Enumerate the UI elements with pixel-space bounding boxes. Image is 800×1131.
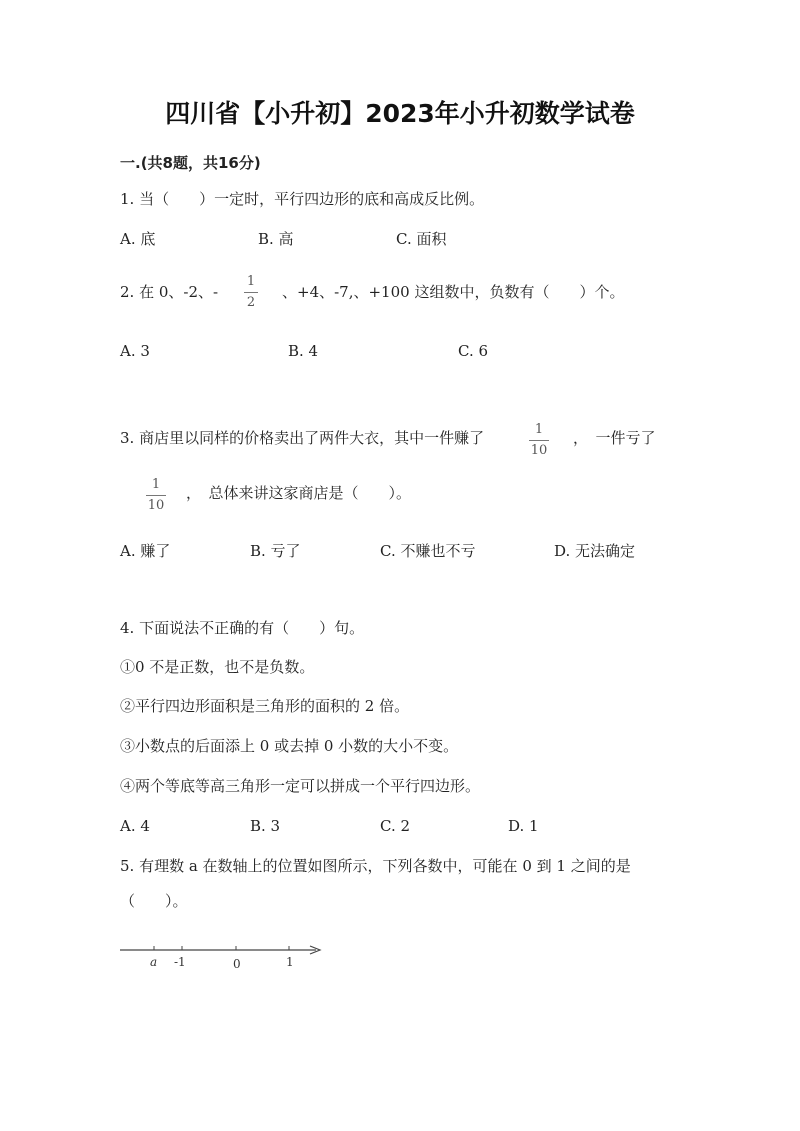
number-line-label-1: 1 [286, 955, 294, 969]
fraction-numerator: 1 [534, 422, 544, 437]
number-line-label-a: a [150, 955, 158, 969]
question-4-statement-1: ①0 不是正数，也不是负数。 [120, 658, 315, 676]
fraction-numerator: 1 [246, 274, 256, 289]
question-4-option-b: B. 3 [250, 817, 281, 835]
question-4-option-d: D. 1 [508, 817, 539, 835]
question-3-fraction-1 [529, 423, 549, 458]
question-2-option-c: C. 6 [458, 342, 489, 360]
question-3-option-a: A. 赚了 [120, 542, 171, 560]
question-3-option-b: B. 亏了 [250, 542, 301, 560]
section-heading: 一.(共8题，共16分) [120, 154, 261, 172]
fraction-denominator: 2 [246, 295, 256, 310]
number-line-label-0: 0 [233, 957, 241, 971]
question-4-option-a: A. 4 [120, 817, 150, 835]
question-2-fraction [244, 275, 258, 310]
question-4-statement-4: ④两个等底等高三角形一定可以拼成一个平行四边形。 [120, 777, 481, 795]
fraction-bar [529, 440, 549, 441]
question-2-option-a: A. 3 [120, 342, 150, 360]
question-5-text-continued: （ ）。 [120, 892, 188, 910]
question-1-option-b: B. 高 [258, 230, 294, 248]
question-1-option-a: A. 底 [120, 230, 156, 248]
question-2-option-b: B. 4 [288, 342, 319, 360]
question-3-text-after: ， 总体来讲这家商店是（ ）。 [186, 484, 412, 502]
question-4-text: 4. 下面说法不正确的有（ ）句。 [120, 619, 365, 637]
question-3-option-c: C. 不赚也不亏 [380, 542, 476, 560]
fraction-bar [244, 292, 258, 293]
question-1-text: 1. 当（ ）一定时，平行四边形的底和高成反比例。 [120, 190, 485, 208]
fraction-denominator: 10 [147, 498, 165, 513]
question-1-option-c: C. 面积 [396, 230, 447, 248]
question-3-text-before: 3. 商店里以同样的价格卖出了两件大衣，其中一件赚了 [120, 429, 485, 447]
question-4-statement-2: ②平行四边形面积是三角形的面积的 2 倍。 [120, 697, 410, 715]
question-2-text-before: 2. 在 0、-2、- [120, 283, 219, 301]
fraction-bar [146, 495, 166, 496]
question-4-option-c: C. 2 [380, 817, 411, 835]
number-line-label-neg1: -1 [174, 955, 186, 969]
question-3-option-d: D. 无法确定 [554, 542, 636, 560]
question-5-text: 5. 有理数 a 在数轴上的位置如图所示，下列各数中，可能在 0 到 1 之间的是 [120, 857, 631, 875]
question-3-fraction-2 [146, 478, 166, 513]
question-2-text-after: 、+4、-7,、+100 这组数中，负数有（ ）个。 [282, 283, 625, 301]
fraction-denominator: 10 [530, 443, 548, 458]
page-title: 四川省【小升初】2023年小升初数学试卷 [165, 99, 635, 128]
question-3-text-middle: ， 一件亏了 [573, 429, 656, 447]
question-4-statement-3: ③小数点的后面添上 0 或去掉 0 小数的大小不变。 [120, 737, 459, 755]
number-line-figure [116, 938, 330, 974]
fraction-numerator: 1 [151, 477, 161, 492]
